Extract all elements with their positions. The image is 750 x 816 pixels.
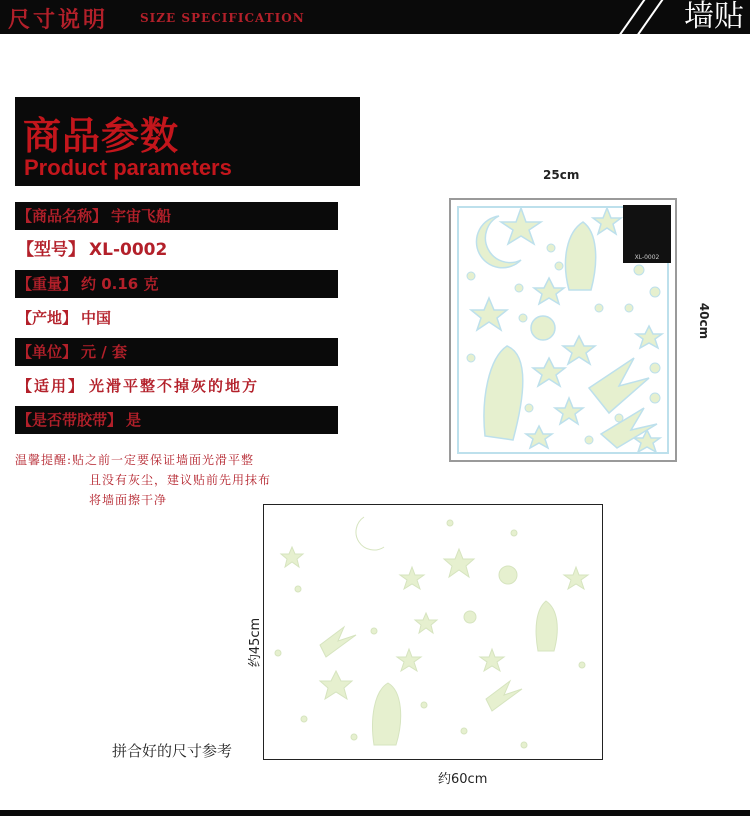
param-row-weight (15, 270, 338, 298)
star-icon (526, 426, 552, 448)
bottom-bar (0, 810, 750, 816)
param-label: 【商品名称】 (17, 207, 108, 225)
param-value: XL-0002 (89, 240, 168, 260)
star-icon (533, 358, 565, 386)
brand-logo: 墙贴 (684, 0, 744, 34)
star-icon (415, 613, 437, 633)
star-icon (471, 298, 507, 330)
comet-icon (486, 681, 522, 711)
comet-icon (589, 358, 649, 413)
moon-icon (356, 517, 384, 550)
decor-slash (616, 0, 652, 34)
rocket-icon (565, 222, 595, 290)
param-value: 约 0.16 克 (81, 275, 159, 293)
param-value: 是 (126, 411, 142, 429)
wall-height-label: 约45cm (248, 617, 264, 668)
header-title-en: Product parameters (24, 155, 232, 180)
param-value: 宇宙飞船 (111, 207, 172, 225)
star-icon (563, 336, 595, 364)
star-icon (593, 208, 621, 234)
param-label: 【型号】 (17, 240, 85, 260)
star-icon (555, 398, 583, 424)
warning-line: 温馨提醒:贴之前一定要保证墙面光滑平整 (15, 453, 255, 467)
wall-preview-art (264, 505, 602, 759)
star-icon (444, 549, 474, 577)
rocket-icon (484, 346, 523, 440)
wall-width-label: 约60cm (438, 772, 488, 787)
wall-preview (263, 504, 603, 760)
planet-icon (531, 316, 555, 340)
section-title-cn: 尺寸说明 (8, 8, 109, 33)
param-label: 【是否带胶带】 (17, 411, 123, 429)
planet-icon (499, 566, 517, 584)
glow-preview-thumbnail (623, 205, 671, 263)
header-title-cn: 商品参数 (23, 114, 180, 158)
param-value: 光滑平整不掉灰的地方 (89, 377, 260, 395)
param-row-origin (15, 304, 338, 332)
star-icon (397, 649, 421, 671)
param-label: 【单位】 (17, 343, 78, 361)
param-row-name (15, 202, 338, 230)
comet-icon (320, 627, 356, 657)
param-row-unit (15, 338, 338, 366)
star-icon (636, 326, 662, 348)
param-row-usage (15, 372, 338, 400)
rocket-icon (373, 683, 401, 745)
param-label: 【产地】 (17, 309, 78, 327)
param-label: 【重量】 (17, 275, 78, 293)
param-row-tape (15, 406, 338, 434)
thumb-label: XL-0002 (634, 254, 660, 261)
star-icon (564, 567, 588, 589)
star-icon (480, 649, 504, 671)
section-title-en: SIZE SPECIFICATION (140, 11, 305, 25)
star-icon (534, 278, 564, 304)
param-row-model (15, 236, 338, 264)
warning-line: 且没有灰尘，建议贴前先用抹布 (89, 473, 272, 487)
sheet-height-label: 40cm (697, 302, 712, 340)
sheet-width-label: 25cm (543, 168, 580, 182)
param-value: 元 / 套 (81, 343, 127, 361)
param-value: 中国 (81, 309, 112, 327)
star-icon (320, 671, 352, 699)
star-icon (281, 547, 303, 567)
star-icon (501, 208, 541, 244)
top-banner (0, 0, 750, 34)
product-parameters-header (15, 97, 360, 186)
param-label: 【适用】 (17, 377, 86, 395)
wall-preview-caption: 拼合好的尺寸参考 (112, 742, 233, 760)
star-icon (400, 567, 424, 589)
warning-line: 将墙面擦干净 (89, 493, 168, 507)
rocket-icon (536, 601, 557, 651)
warning-note (15, 450, 271, 510)
